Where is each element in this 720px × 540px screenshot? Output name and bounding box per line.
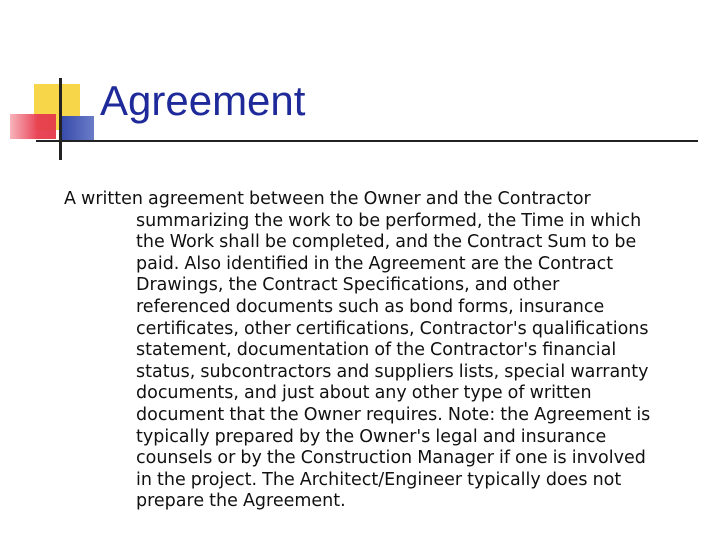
logo-blue-square [60, 116, 94, 140]
slide-title: Agreement [100, 77, 306, 124]
logo-red-bar [10, 114, 56, 139]
title-underline-rule [36, 140, 698, 142]
logo-vertical-rule [59, 78, 62, 160]
slide-body-text: A written agreement between the Owner and the Contractor summarizing the work to be performed, the Time in which the Work shall be completed, and the Contract Sum to be paid. Also identified in the Agreement are the Contract Drawings, the Contract Specifications, and other referenced documents such as bond forms, insurance certificates, other certifications, Contractor's qualifications statement, documentation of the Contractor's financial status, subcontractors and suppliers lists, special warranty documents, and just about any other type of written document that the Owner requires. Note: the Agreement is typically prepared by the Owner's legal and insurance counsels or by the Construction Manager if one is involved in the project. The Architect/Engineer typically does not prepare the Agreement. [64, 189, 651, 512]
